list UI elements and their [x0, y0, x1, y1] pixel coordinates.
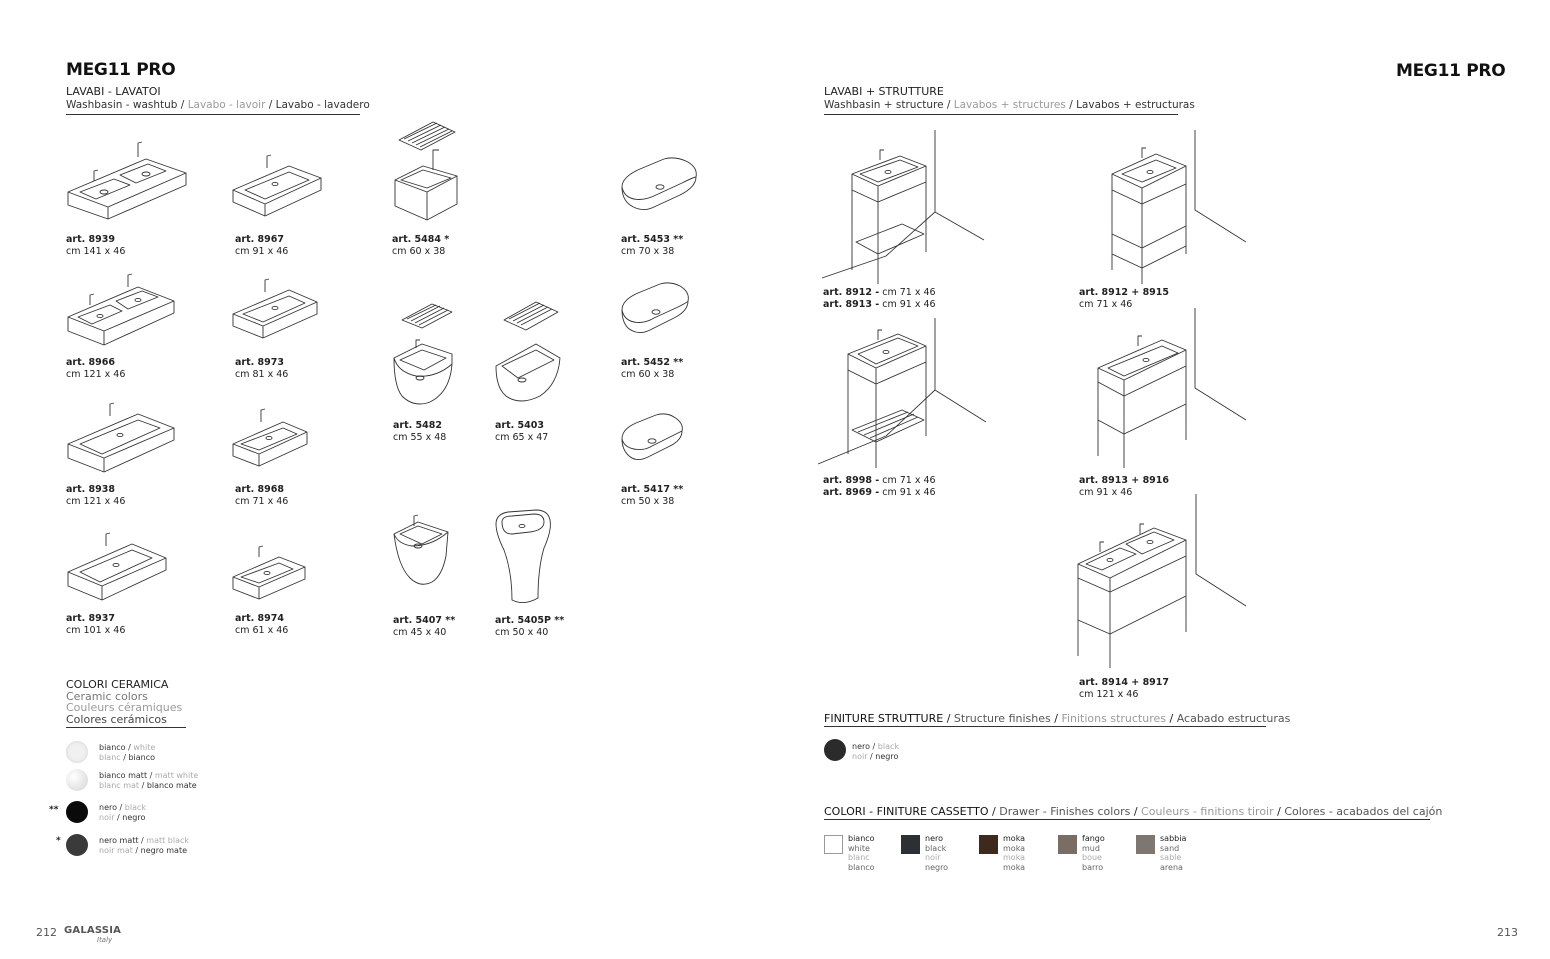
galassia-logo: GALASSIA [64, 925, 122, 936]
separator: / [1273, 805, 1285, 818]
washtub-5484-drawing [393, 120, 461, 224]
product-label [235, 484, 288, 508]
product-label [621, 357, 683, 381]
color-es: negro [122, 813, 146, 822]
page-number-right: 213 [1497, 926, 1518, 939]
product-label [66, 234, 125, 258]
freestanding-5405p-drawing [494, 508, 556, 608]
color-it: nero matt [99, 836, 139, 845]
drawer-colors-heading [824, 805, 1442, 818]
product-code: art. 8973 [235, 357, 284, 368]
product-dimensions: cm 55 x 48 [393, 432, 447, 443]
separator: / [988, 805, 1000, 818]
washbasin-8939-drawing [66, 137, 190, 227]
drawer-title-es: Colores - acabados del cajón [1284, 805, 1443, 818]
drawer-color-label [848, 834, 875, 872]
color-fr: moka [1003, 853, 1026, 863]
color-es: blanco mate [146, 781, 197, 790]
product-label [235, 613, 288, 637]
product-marker: ** [442, 615, 456, 626]
product-dimensions: cm 91 x 46 [1079, 487, 1133, 498]
vessel-5452-drawing [620, 282, 692, 340]
finishes-title-fr: Finitions structures [1061, 712, 1166, 725]
subtitle-en: Washbasin - washtub [66, 99, 178, 111]
product-dimensions: cm 71 x 46 [235, 496, 289, 507]
left-brand-title: MEG11 PRO [66, 60, 176, 80]
structure-label [1079, 475, 1169, 499]
section-underline [824, 726, 1266, 727]
structure-label [823, 475, 936, 499]
product-code: art. 8937 [66, 613, 115, 624]
color-it: nero [852, 742, 870, 751]
left-section-subtitle [66, 98, 370, 112]
washbasin-8937-drawing [66, 528, 170, 610]
drawer-title-en: Drawer - Finishes colors [999, 805, 1131, 818]
color-es: moka [1003, 862, 1026, 872]
product-label [621, 484, 683, 508]
product-label [235, 357, 288, 381]
section-underline [824, 114, 1178, 115]
product-code: art. 8939 [66, 234, 115, 245]
drawer-title-it: COLORI - FINITURE CASSETTO [824, 805, 989, 818]
product-dimensions: cm 101 x 46 [66, 625, 126, 636]
drawer-color-label [925, 834, 948, 872]
drawer-title-fr: Couleurs - finitions tiroir [1141, 805, 1274, 818]
product-dimensions: cm 121 x 46 [1079, 689, 1139, 700]
washbasin-8968-drawing [231, 408, 311, 474]
swatch-nero-matt [66, 834, 88, 856]
product-dimensions: cm 60 x 38 [621, 369, 675, 380]
subtitle-es: Lavabo - lavadero [275, 99, 370, 111]
drawer-swatch-bianco [824, 835, 843, 854]
section-underline [824, 819, 1430, 820]
color-it: sabbia [1160, 834, 1187, 843]
product-dimensions: cm 91 x 46 [879, 487, 936, 498]
product-marker: ** [670, 234, 684, 245]
swatch-bianco-matt [66, 769, 88, 791]
product-code: art. 5403 [495, 420, 544, 431]
color-es: arena [1160, 862, 1183, 872]
washbasin-8973-drawing [231, 276, 321, 346]
product-marker: * [441, 234, 450, 245]
color-label: bianco matt / matt white blanc mat / blanco mate [99, 771, 199, 790]
ceramic-title: COLORI CERAMICA [66, 678, 169, 691]
color-es: blanco [848, 862, 875, 872]
washbasin-8938-drawing [66, 396, 178, 480]
product-dimensions: cm 71 x 46 [879, 287, 936, 298]
color-it: moka [1003, 834, 1026, 843]
product-code: art. 8913 - [823, 299, 880, 310]
washbasin-8966-drawing [66, 269, 178, 353]
structure-8998-drawing [818, 318, 988, 474]
product-code: art. 8913 + 8916 [1079, 475, 1170, 486]
product-marker: ** [670, 357, 684, 368]
color-it: bianco [848, 834, 875, 843]
color-fr: noir [852, 752, 868, 761]
product-code: art. 8967 [235, 234, 284, 245]
structure-8913-8916-drawing [1090, 308, 1250, 470]
color-it: bianco [99, 743, 126, 752]
page-number-left: 212 [36, 926, 57, 939]
product-dimensions: cm 121 x 46 [66, 369, 126, 380]
color-it: nero [925, 834, 943, 843]
washbasin-5407-drawing [392, 512, 452, 588]
subtitle-fr: Lavabos + structures [953, 99, 1066, 111]
swatch-structure-nero [824, 739, 846, 761]
product-dimensions: cm 91 x 46 [235, 246, 289, 257]
color-en: sand [1160, 843, 1180, 853]
separator: / [1130, 805, 1142, 818]
color-label: nero matt / matt black noir mat / negro mate [99, 836, 190, 855]
drawer-swatch-sabbia [1136, 835, 1155, 854]
structure-label [1079, 287, 1169, 311]
separator: / [1166, 712, 1177, 725]
separator: / [177, 99, 188, 111]
product-label [392, 234, 449, 258]
color-en: white [133, 743, 156, 752]
product-dimensions: cm 61 x 46 [235, 625, 289, 636]
product-label [66, 484, 125, 508]
ceramic-title-fr: Couleurs céramiques [66, 701, 183, 714]
product-dimensions: cm 50 x 40 [495, 627, 549, 638]
product-dimensions: cm 91 x 46 [879, 299, 936, 310]
product-code: art. 8912 - [823, 287, 880, 298]
separator: / [265, 99, 276, 111]
product-marker: ** [670, 484, 684, 495]
color-fr: boue [1082, 853, 1102, 863]
section-underline [66, 114, 360, 115]
product-code: art. 5405P [495, 615, 551, 626]
product-code: art. 8966 [66, 357, 115, 368]
finish-label: nero / black noir / negro [852, 742, 900, 761]
separator: / [943, 712, 954, 725]
structure-8914-8917-drawing [1070, 494, 1250, 670]
subtitle-en: Washbasin + structure [824, 99, 944, 111]
color-fr: blanc [99, 753, 121, 762]
product-code: art. 5407 [393, 615, 442, 626]
washbasin-8967-drawing [231, 150, 323, 222]
product-code: art. 5482 [393, 420, 442, 431]
product-dimensions: cm 60 x 38 [392, 246, 446, 257]
color-en: moka [1003, 843, 1026, 853]
product-label [621, 234, 683, 258]
drawer-color-label [1160, 834, 1186, 872]
galassia-logo-sub: Italy [97, 936, 113, 944]
ceramic-colors-heading [66, 679, 182, 725]
product-dimensions: cm 71 x 46 [1079, 299, 1133, 310]
washbasin-8974-drawing [231, 545, 309, 607]
drawer-swatch-moka [979, 835, 998, 854]
product-code: art. 8969 - [823, 487, 880, 498]
product-code: art. 8998 - [823, 475, 880, 486]
color-fr: noir [99, 813, 115, 822]
color-en: matt black [146, 836, 190, 845]
color-fr: noir [925, 853, 941, 863]
subtitle-es: Lavabos + estructuras [1076, 99, 1195, 111]
vessel-5417-drawing [620, 413, 686, 467]
structure-8912-8915-drawing [1090, 130, 1250, 286]
drawer-swatch-nero [901, 835, 920, 854]
swatch-nero [66, 801, 88, 823]
product-dimensions: cm 71 x 46 [879, 475, 936, 486]
color-en: black [877, 742, 900, 751]
section-underline [66, 727, 186, 728]
separator: / [1065, 99, 1077, 111]
product-label [66, 613, 125, 637]
ceramic-title-es: Colores cerámicos [66, 712, 167, 726]
product-dimensions: cm 121 x 46 [66, 496, 126, 507]
product-dimensions: cm 50 x 38 [621, 496, 675, 507]
product-dimensions: cm 45 x 40 [393, 627, 447, 638]
color-marker: ** [49, 805, 59, 815]
color-it: bianco matt [99, 771, 148, 780]
color-es: negro [925, 862, 949, 872]
color-it: fango [1082, 834, 1105, 843]
color-fr: sable [1160, 853, 1182, 863]
product-marker: ** [550, 615, 565, 626]
left-section-title: LAVABI - LAVATOI [66, 85, 161, 98]
finishes-title-en: Structure finishes [953, 712, 1051, 725]
color-it: nero [99, 803, 117, 812]
product-code: art. 8974 [235, 613, 284, 624]
washtub-5403-drawing [494, 300, 564, 408]
product-code: art. 5484 [392, 234, 441, 245]
color-en: matt white [154, 771, 199, 780]
color-es: negro [875, 752, 899, 761]
product-label [393, 615, 455, 639]
color-fr: blanc mat [99, 781, 140, 790]
color-fr: noir mat [99, 846, 133, 855]
color-es: negro mate [140, 846, 188, 855]
product-dimensions: cm 81 x 46 [235, 369, 289, 380]
finishes-title-it: FINITURE STRUTTURE [824, 712, 944, 725]
color-es: barro [1082, 862, 1104, 872]
color-es: bianco [128, 753, 156, 762]
product-code: art. 5453 [621, 234, 670, 245]
drawer-color-label [1082, 834, 1105, 872]
washtub-5482-drawing [392, 302, 458, 410]
product-dimensions: cm 70 x 38 [621, 246, 675, 257]
product-code: art. 8938 [66, 484, 115, 495]
color-label: nero / black noir / negro [99, 803, 147, 822]
structure-finishes-heading [824, 712, 1290, 725]
separator: / [943, 99, 954, 111]
color-en: black [124, 803, 147, 812]
structure-label [823, 287, 936, 311]
product-label [393, 420, 446, 444]
right-section-title: LAVABI + STRUTTURE [824, 85, 944, 98]
product-label [495, 615, 564, 639]
product-code: art. 8968 [235, 484, 284, 495]
product-label [66, 357, 125, 381]
subtitle-fr: Lavabo - lavoir [187, 99, 266, 111]
vessel-5453-drawing [620, 157, 700, 217]
drawer-color-label [1003, 834, 1025, 872]
product-code: art. 5452 [621, 357, 670, 368]
swatch-bianco [66, 741, 88, 763]
finishes-title-es: Acabado estructuras [1176, 712, 1291, 725]
ceramic-title-en: Ceramic colors [66, 689, 148, 703]
right-section-subtitle [824, 98, 1195, 112]
color-marker: * [56, 836, 61, 846]
product-dimensions: cm 65 x 47 [495, 432, 549, 443]
product-code: art. 5417 [621, 484, 670, 495]
separator: / [1050, 712, 1062, 725]
drawer-swatch-fango [1058, 835, 1077, 854]
product-code: art. 8912 + 8915 [1079, 287, 1170, 298]
color-label: bianco / white blanc / bianco [99, 743, 156, 762]
color-fr: blanc [848, 853, 870, 863]
product-label [235, 234, 288, 258]
structure-8912-drawing [822, 130, 992, 286]
structure-label [1079, 677, 1169, 701]
color-en: black [925, 843, 947, 853]
color-en: white [848, 843, 870, 853]
product-label [495, 420, 548, 444]
product-code: art. 8914 + 8917 [1079, 677, 1170, 688]
product-dimensions: cm 141 x 46 [66, 246, 126, 257]
right-brand-title: MEG11 PRO [1396, 61, 1506, 81]
color-en: mud [1082, 843, 1100, 853]
